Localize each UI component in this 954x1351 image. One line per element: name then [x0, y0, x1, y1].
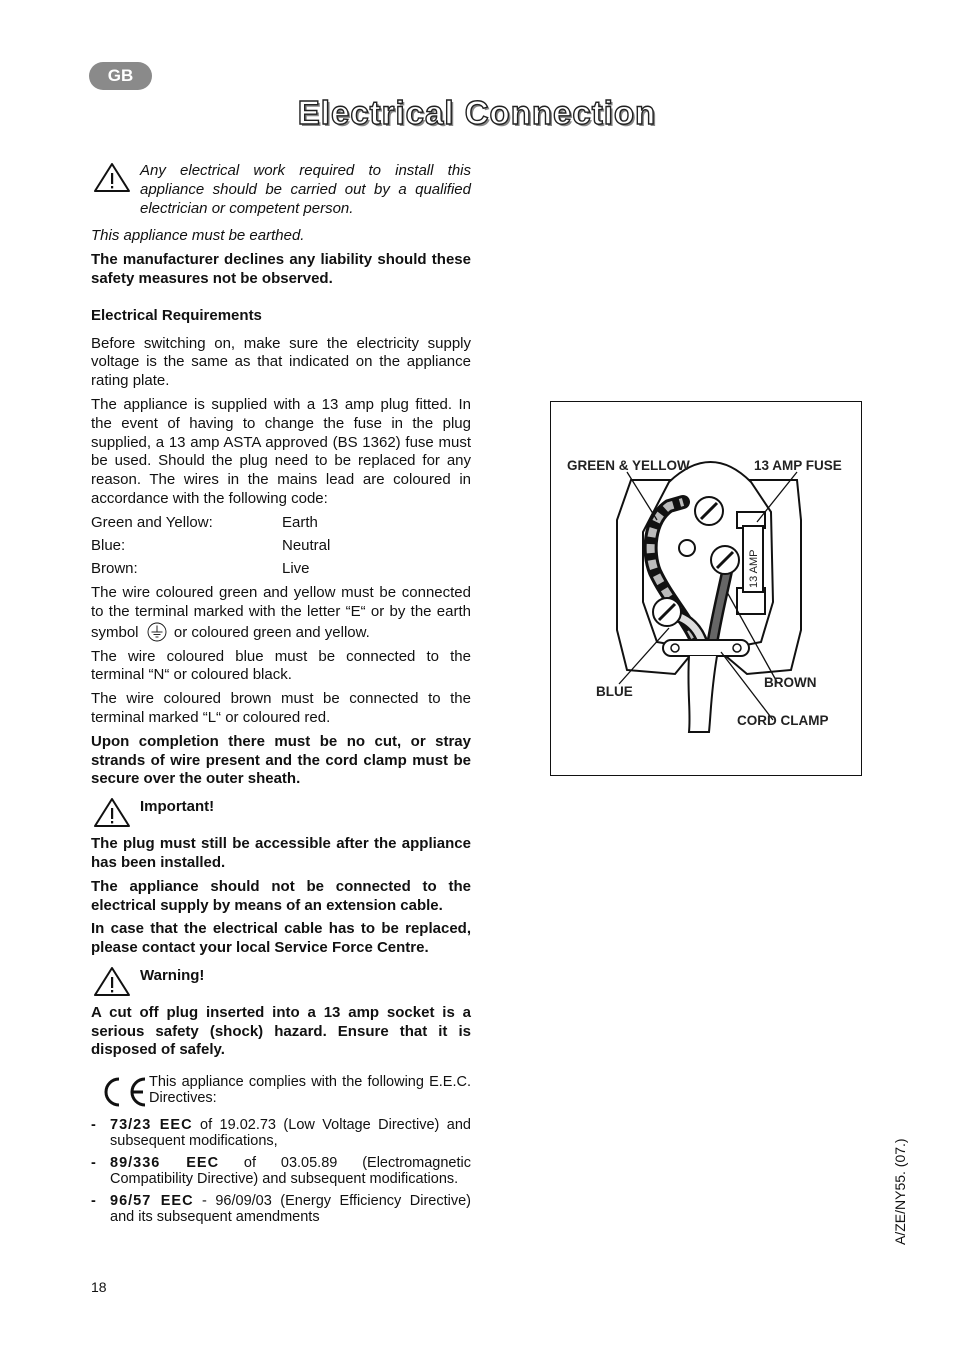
- warning-label: Warning!: [140, 966, 205, 984]
- directive-text: of 19.02.73 (Low Voltage Directive) and subsequent modifications,: [110, 1117, 471, 1150]
- label-green-yellow: GREEN & YELLOW: [567, 458, 690, 473]
- page-number: 18: [91, 1279, 107, 1295]
- language-badge: GB: [89, 62, 152, 90]
- electrician-warning-text: Any electrical work required to install this appliance should be carried out by a qualified electrician or competent person.: [140, 162, 471, 217]
- document-code: A/ZE/NY55. (07.): [892, 1138, 908, 1245]
- pin-hole: [679, 540, 695, 556]
- label-brown: BROWN: [764, 675, 817, 690]
- directive-code: 89/336 EEC: [110, 1155, 220, 1172]
- requirements-p3: [91, 584, 471, 642]
- wire-colour: Blue:: [91, 537, 126, 555]
- warning-triangle-icon: [91, 162, 133, 194]
- warning-triangle-icon: [91, 966, 133, 998]
- p3-text-b: or coloured green and yellow.: [173, 623, 370, 641]
- warning-p1: A cut off plug inserted into a 13 amp socket is a serious safety (shock) hazard. Ensure that it is disposed of safely.: [91, 1003, 471, 1059]
- wire-meaning: Neutral: [282, 537, 331, 555]
- directive-text: of 03.05.89 (Electromagnetic Compatibility Directive) and subsequent modifications.: [110, 1155, 471, 1188]
- fuse-body-label: 13 AMP: [748, 549, 760, 588]
- important-callout: [91, 797, 471, 829]
- earth-symbol-icon: [146, 622, 168, 642]
- requirements-heading: Electrical Requirements: [91, 306, 262, 324]
- directive-item: - 96/57 EEC - 96/09/03 (Energy Efficiency Directive) and its subsequent amendments: [91, 1193, 471, 1226]
- compliance-intro: This appliance complies with the following E.E.C. Directives:: [149, 1074, 471, 1107]
- wire-colour: Brown:: [91, 560, 138, 578]
- wire-colour: Green and Yellow:: [91, 513, 213, 531]
- wire-meaning: Live: [282, 560, 310, 578]
- live-terminal: [711, 546, 739, 574]
- important-p1: The plug must still be accessible after the appliance has been installed.: [91, 835, 471, 871]
- requirements-p1: Before switching on, make sure the electricity supply voltage is the same as that indicated on the appliance rating plate.: [91, 334, 471, 390]
- requirements-p5: The wire coloured brown must be connected to the terminal marked “L“ or coloured red.: [91, 690, 471, 726]
- important-label: Important!: [140, 798, 215, 816]
- electrician-warning: [91, 162, 471, 223]
- important-p2: The appliance should not be connected to the electrical supply by means of an extension cable.: [91, 877, 471, 914]
- directive-item: - 89/336 EEC of 03.05.89 (Electromagnetic Compatibility Directive) and subsequent modifications.: [91, 1155, 471, 1188]
- directive-code: 73/23 EEC: [110, 1117, 193, 1134]
- wire-colour-table: [91, 514, 471, 579]
- warning-triangle-icon: [91, 797, 133, 829]
- earthed-note: This appliance must be earthed.: [91, 227, 305, 245]
- p3-text-a: The wire coloured green and yellow must be connected to the terminal marked with the letter “E“ or by the earth symbol: [91, 584, 471, 641]
- requirements-p2: The appliance is supplied with a 13 amp plug fitted. In the event of having to change the fuse in the plug supplied, a 13 amp ASTA approved (BS 1362) fuse must be used. Should the plug need to be replaced for any reason. The wires in the mains lead are coloured in accordance with the following code:: [91, 395, 471, 507]
- warning-callout: [91, 966, 471, 998]
- ce-compliance: [91, 1074, 471, 1111]
- main-column: [91, 162, 471, 1231]
- wire-meaning: Earth: [282, 513, 318, 531]
- label-13-amp-fuse: 13 AMP FUSE: [754, 458, 842, 473]
- directive-code: 96/57 EEC: [110, 1193, 194, 1210]
- directive-text: - 96/09/03 (Energy Efficiency Directive) and its subsequent amendments: [110, 1193, 471, 1226]
- plug-wiring-diagram: [550, 401, 862, 776]
- directive-item: - 73/23 EEC of 19.02.73 (Low Voltage Directive) and subsequent modifications,: [91, 1117, 471, 1150]
- important-p3: In case that the electrical cable has to be replaced, please contact your local Service Force Centre.: [91, 920, 471, 957]
- requirements-p4: The wire coloured blue must be connected to the terminal “N“ or coloured black.: [91, 647, 471, 684]
- requirements-p6: Upon completion there must be no cut, or stray strands of wire present and the cord clamp must be secure over the outer sheath.: [91, 732, 471, 788]
- ce-mark-icon: [97, 1074, 149, 1110]
- neutral-terminal: [653, 598, 681, 626]
- earth-terminal: [695, 497, 723, 525]
- label-blue: BLUE: [596, 684, 633, 699]
- mains-cable: [688, 656, 717, 732]
- label-cord-clamp: CORD CLAMP: [737, 713, 829, 728]
- page-title: Electrical Connection: [297, 94, 657, 131]
- liability-note: The manufacturer declines any liability should these safety measures not be observed.: [91, 251, 471, 287]
